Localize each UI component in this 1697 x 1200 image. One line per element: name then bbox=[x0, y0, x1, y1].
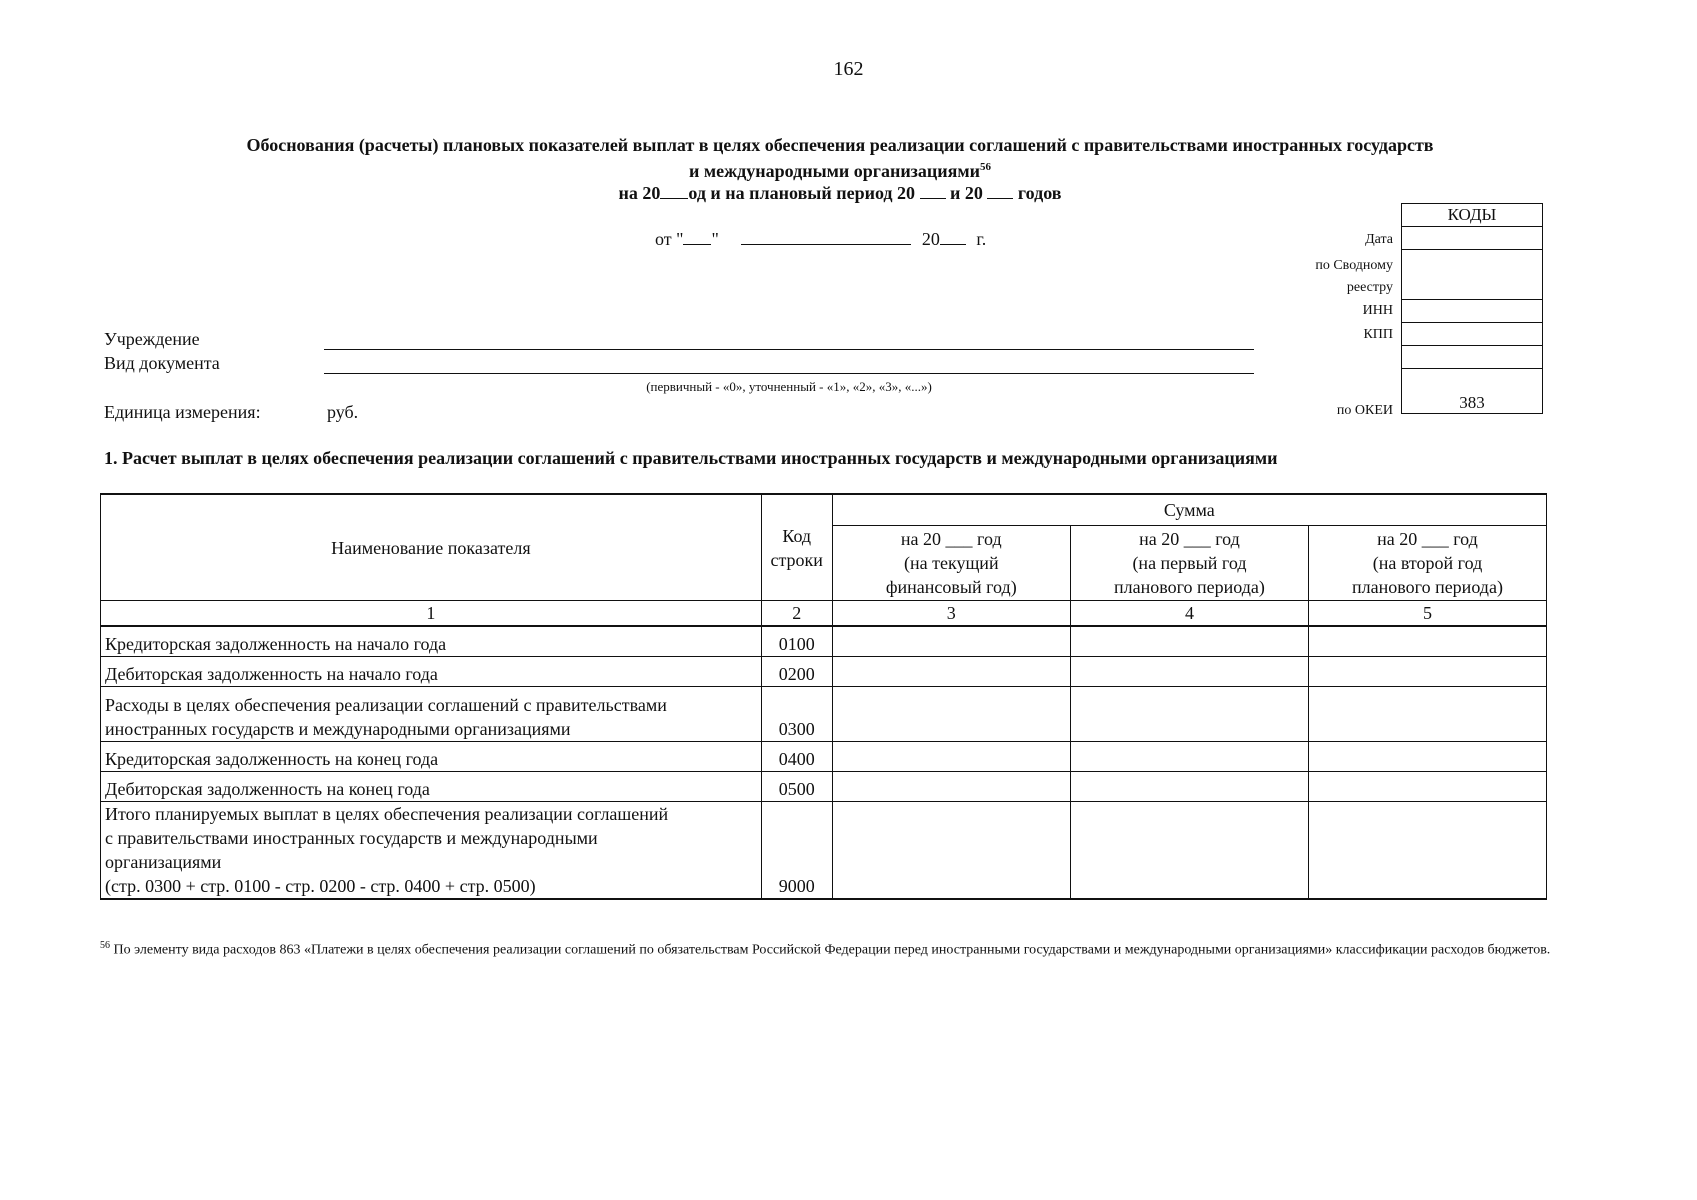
value-cell[interactable] bbox=[832, 801, 1070, 899]
value-cell[interactable] bbox=[832, 626, 1070, 656]
col-number: 5 bbox=[1308, 601, 1546, 627]
value-cell[interactable] bbox=[832, 686, 1070, 741]
date-code-cell[interactable] bbox=[1402, 227, 1543, 250]
row-name: Дебиторская задолженность на начало года bbox=[101, 656, 762, 686]
col-code-header: Код строки bbox=[761, 494, 832, 601]
row-name: Расходы в целях обеспечения реализации соглашений с правительствами иностранных государств и международными организациями bbox=[101, 686, 762, 741]
row-code: 0300 bbox=[761, 686, 832, 741]
value-cell[interactable] bbox=[1070, 686, 1308, 741]
inn-label: ИНН bbox=[1362, 303, 1393, 318]
document-title bbox=[80, 134, 1600, 204]
institution-label: Учреждение bbox=[104, 329, 200, 349]
value-cell[interactable] bbox=[1308, 801, 1546, 899]
unit-value: руб. bbox=[327, 402, 359, 422]
row-name: Кредиторская задолженность на конец года bbox=[101, 741, 762, 771]
okei-code-cell[interactable]: 383 bbox=[1402, 369, 1543, 414]
value-cell[interactable] bbox=[1070, 741, 1308, 771]
table-row-total bbox=[101, 801, 1547, 899]
kpp-code-cell[interactable] bbox=[1402, 323, 1543, 346]
table-row bbox=[101, 626, 1547, 656]
col-number: 1 bbox=[101, 601, 762, 627]
row-code: 0100 bbox=[761, 626, 832, 656]
value-cell[interactable] bbox=[1308, 771, 1546, 801]
row-name: Дебиторская задолженность на конец года bbox=[101, 771, 762, 801]
value-cell[interactable] bbox=[1308, 656, 1546, 686]
codes-header: КОДЫ bbox=[1402, 204, 1543, 227]
footnote-mark: 56 bbox=[100, 940, 110, 951]
footnote-text: По элементу вида расходов 863 «Платежи в целях обеспечения реализации соглашений по обязательствам Российской Федерации перед иностранными государствами и международными организациями» классификации расходов бюджетов. bbox=[113, 942, 1551, 958]
section-title: 1. Расчет выплат в целях обеспечения реализации соглашений с правительствами иностранных государств и международными организациями bbox=[104, 448, 1278, 468]
year-col-plan-1: на 20 ___ год (на первый год планового периода) bbox=[1070, 526, 1308, 601]
date-line: от " " 20 г. bbox=[655, 229, 987, 249]
doc-type-hint: (первичный - «0», уточненный - «1», «2», «3», «...») bbox=[646, 379, 932, 394]
year-col-plan-2: на 20 ___ год (на второй год планового периода) bbox=[1308, 526, 1546, 601]
value-cell[interactable] bbox=[1070, 771, 1308, 801]
plan-year-2-blank[interactable] bbox=[987, 182, 1013, 199]
row-code: 9000 bbox=[761, 801, 832, 899]
title-line-1: Обоснования (расчеты) плановых показателей выплат в целях обеспечения реализации соглашений с правительствами иностранных государств bbox=[246, 135, 1434, 155]
doc-type-line[interactable] bbox=[324, 373, 1254, 374]
registry-code-label-1: по Сводному bbox=[1315, 258, 1393, 273]
payments-table bbox=[100, 493, 1547, 900]
row-code: 0400 bbox=[761, 741, 832, 771]
row-name: Итого планируемых выплат в целях обеспечения реализации соглашений с правительствами иностранных государств и международными организациями (стр. 0300 + стр. 0100 - стр. 0200 - стр. 0400 + стр. 0500) bbox=[101, 801, 762, 899]
registry-code-cell[interactable] bbox=[1402, 250, 1543, 300]
sum-header: Сумма bbox=[832, 494, 1546, 526]
table-row bbox=[101, 686, 1547, 741]
value-cell[interactable] bbox=[1308, 686, 1546, 741]
table-row bbox=[101, 771, 1547, 801]
registry-code-label-2: реестру bbox=[1346, 280, 1393, 295]
date-code-label: Дата bbox=[1365, 232, 1393, 247]
value-cell[interactable] bbox=[1070, 801, 1308, 899]
row-code: 0200 bbox=[761, 656, 832, 686]
year-blank[interactable] bbox=[660, 182, 688, 199]
value-cell[interactable] bbox=[832, 656, 1070, 686]
row-code: 0500 bbox=[761, 771, 832, 801]
value-cell[interactable] bbox=[832, 771, 1070, 801]
kpp-label: КПП bbox=[1363, 327, 1393, 342]
value-cell[interactable] bbox=[832, 741, 1070, 771]
value-cell[interactable] bbox=[1070, 626, 1308, 656]
unit-label: Единица измерения: bbox=[104, 402, 261, 422]
title-footnote-mark: 56 bbox=[980, 161, 992, 173]
plan-year-1-blank[interactable] bbox=[920, 182, 946, 199]
day-blank[interactable] bbox=[683, 228, 711, 245]
col-number: 3 bbox=[832, 601, 1070, 627]
row-name: Кредиторская задолженность на начало года bbox=[101, 626, 762, 656]
month-blank[interactable] bbox=[741, 228, 911, 245]
okei-label: по ОКЕИ bbox=[1336, 403, 1393, 418]
institution-line[interactable] bbox=[324, 349, 1254, 350]
year-col-current: на 20 ___ год (на текущий финансовый год) bbox=[832, 526, 1070, 601]
page-number: 162 bbox=[833, 58, 864, 80]
doc-type-code-cell[interactable] bbox=[1402, 346, 1543, 369]
title-line-3: на 20 од и на плановый период 20 и 20 годов bbox=[618, 183, 1062, 203]
column-numbers-row bbox=[101, 601, 1547, 627]
value-cell[interactable] bbox=[1308, 741, 1546, 771]
table-row bbox=[101, 741, 1547, 771]
value-cell[interactable] bbox=[1308, 626, 1546, 656]
col-name-header: Наименование показателя bbox=[101, 494, 762, 601]
date-year-blank[interactable] bbox=[940, 228, 966, 245]
doc-type-label: Вид документа bbox=[104, 353, 220, 373]
codes-table bbox=[1401, 203, 1543, 414]
col-number: 4 bbox=[1070, 601, 1308, 627]
value-cell[interactable] bbox=[1070, 656, 1308, 686]
title-line-2: и международными организациями$^{56}$ bbox=[688, 161, 992, 181]
table-row bbox=[101, 656, 1547, 686]
col-number: 2 bbox=[761, 601, 832, 627]
inn-code-cell[interactable] bbox=[1402, 300, 1543, 323]
footnote bbox=[100, 935, 1560, 962]
